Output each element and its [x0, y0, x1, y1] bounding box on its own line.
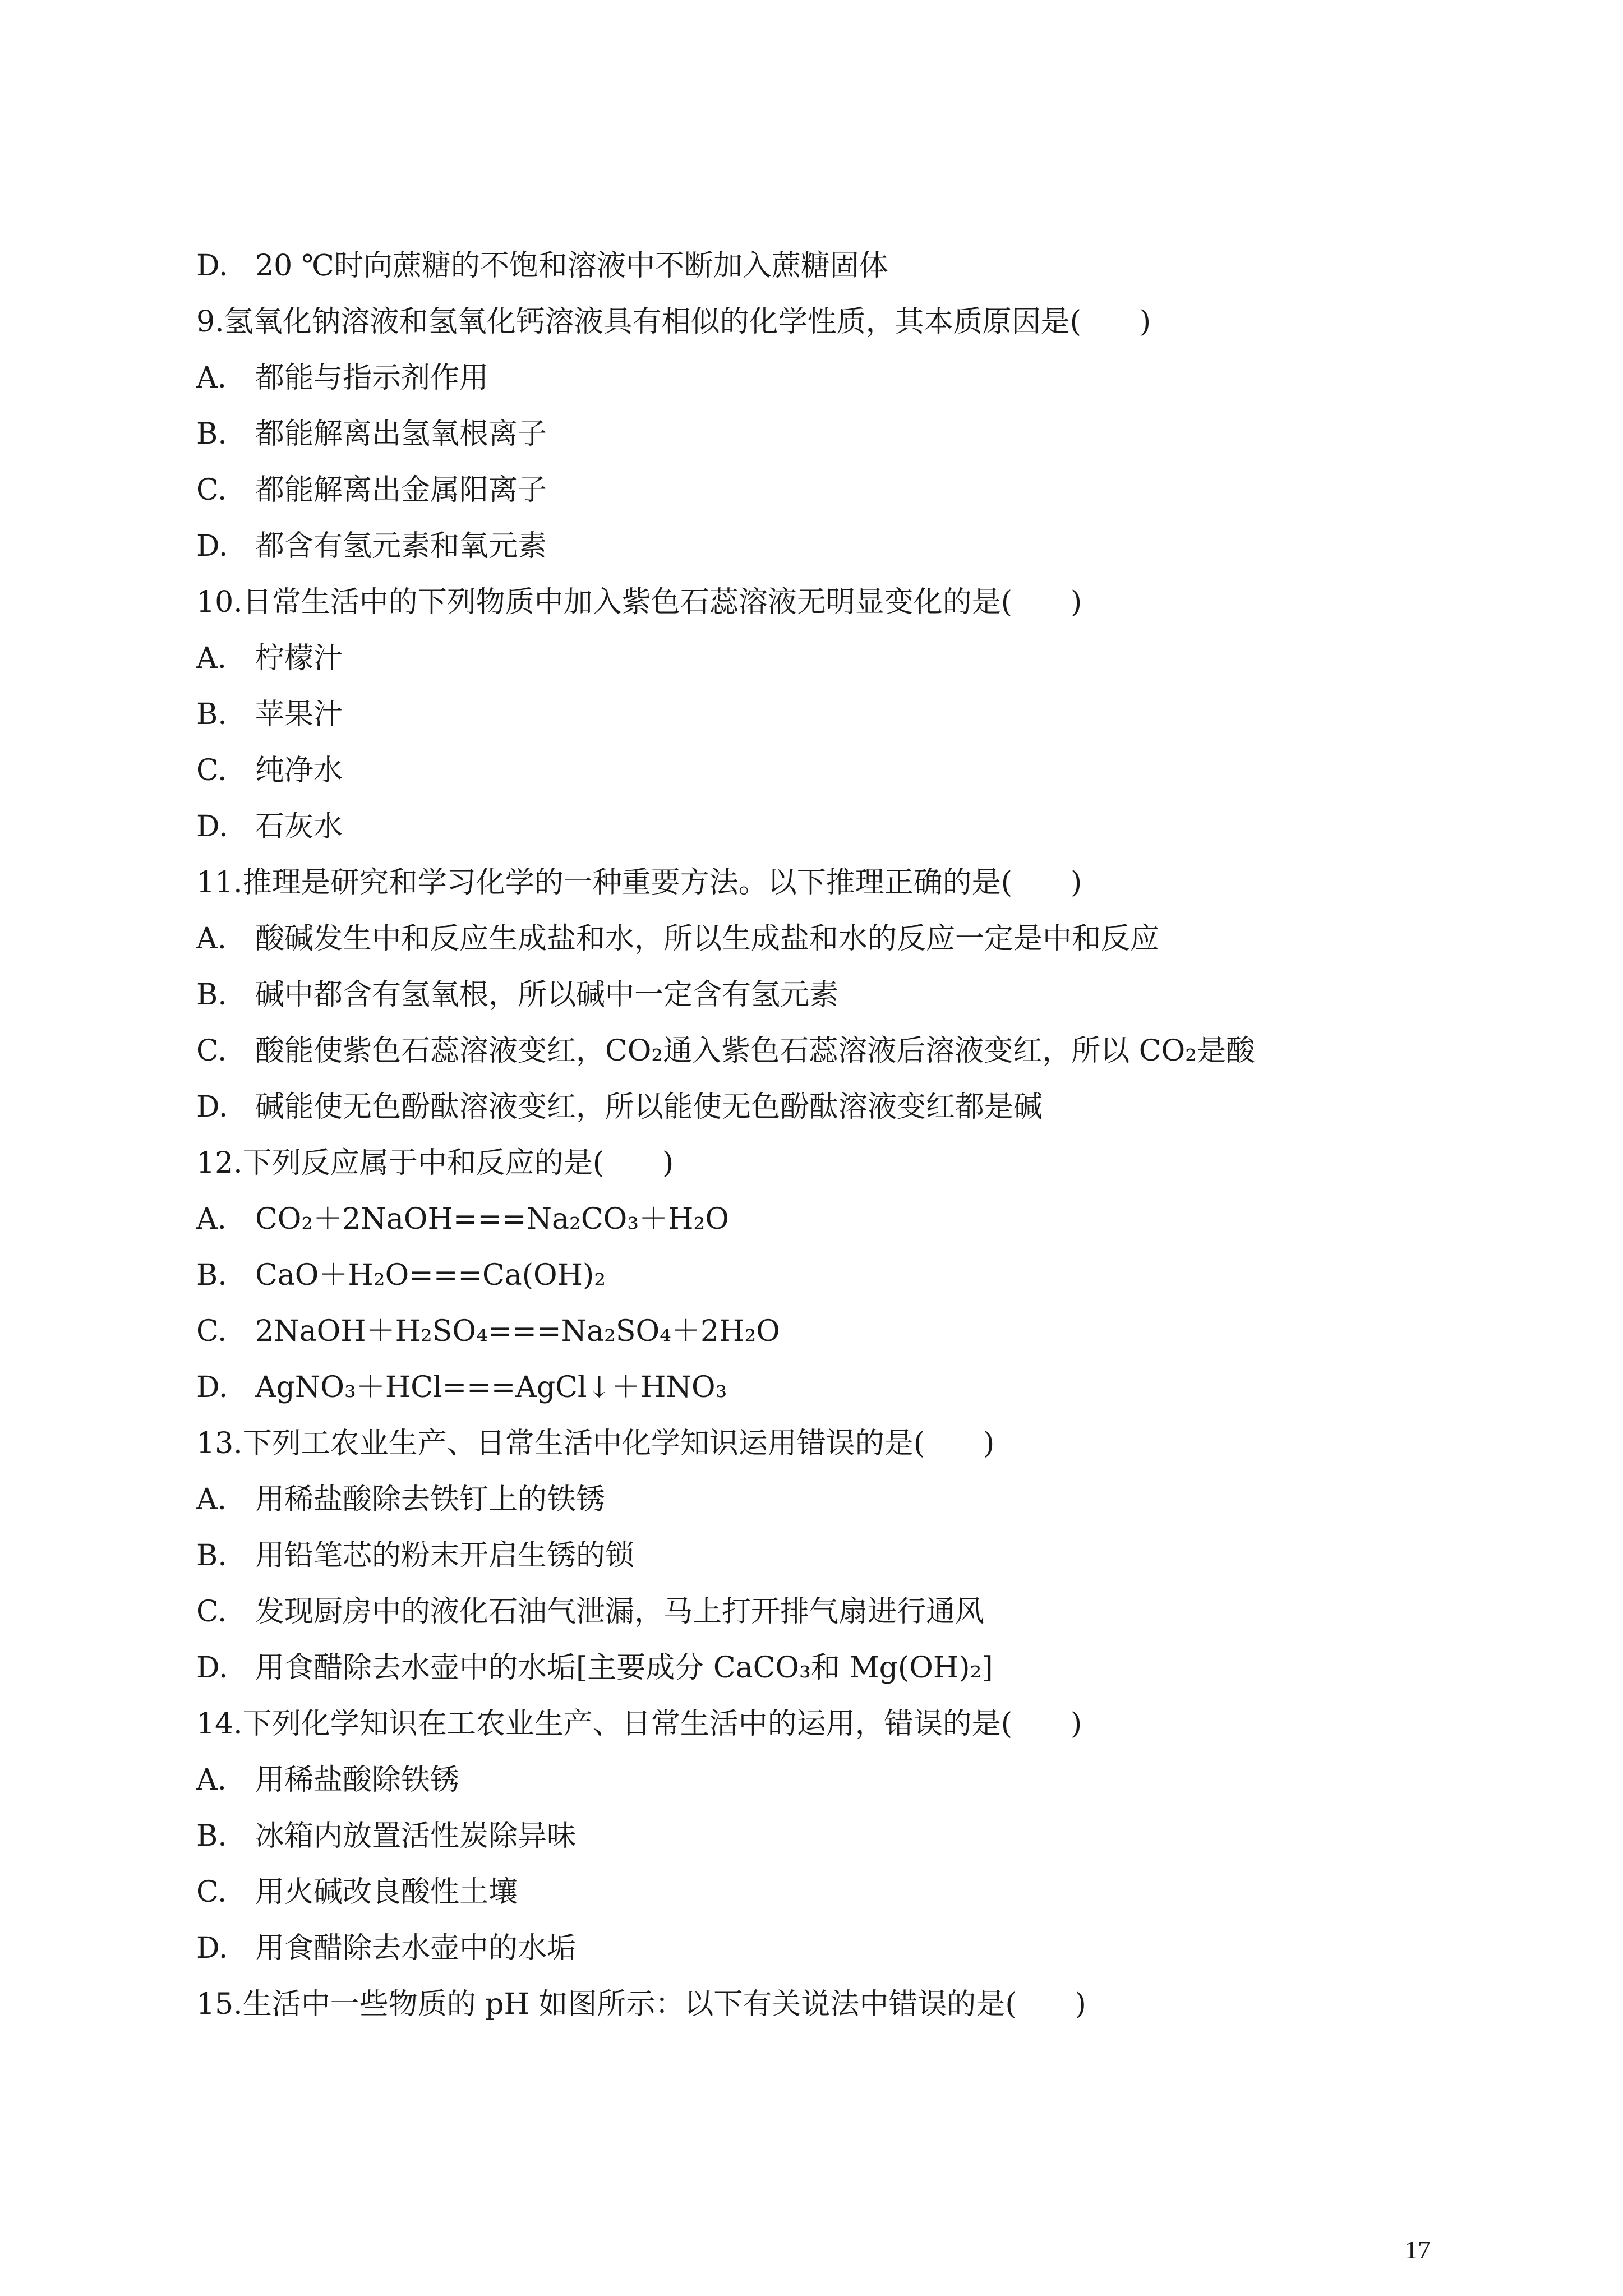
- option-row: [196, 1247, 1486, 1303]
- option-label: B.: [196, 1258, 227, 1292]
- option-text: 用稀盐酸除铁锈: [255, 1763, 460, 1797]
- option-row: [196, 1584, 1486, 1640]
- option-row: [196, 1808, 1486, 1864]
- question-stem: 15.生活中一些物质的 pH 如图所示：以下有关说法中错误的是( ): [196, 1988, 1086, 2021]
- option-text: 用铅笔芯的粉末开启生锈的锁: [255, 1539, 635, 1573]
- option-text: 碱中都含有氢氧根，所以碱中一定含有氢元素: [255, 978, 839, 1012]
- question-stem: 12.下列反应属于中和反应的是( ): [196, 1146, 674, 1180]
- option-label: C.: [196, 1034, 227, 1068]
- option-label: D.: [196, 1090, 228, 1124]
- option-text: 都能解离出金属阳离子: [255, 473, 547, 507]
- option-row: [196, 1528, 1486, 1584]
- option-label: B.: [196, 1539, 227, 1573]
- option-label: D.: [196, 1931, 228, 1965]
- option-label: C.: [196, 754, 227, 787]
- option-text: 2NaOH＋H₂SO₄===Na₂SO₄＋2H₂O: [255, 1315, 780, 1348]
- option-text: 发现厨房中的液化石油气泄漏，马上打开排气扇进行通风: [255, 1595, 985, 1629]
- option-row: [196, 406, 1486, 462]
- option-text: 石灰水: [255, 810, 343, 843]
- option-text: 用火碱改良酸性土壤: [255, 1875, 518, 1909]
- option-text: 都能与指示剂作用: [255, 361, 489, 395]
- option-row: [196, 1359, 1486, 1416]
- option-row: [196, 1191, 1486, 1247]
- option-row: [196, 1472, 1486, 1528]
- question-stem: 11.推理是研究和学习化学的一种重要方法。以下推理正确的是( ): [196, 866, 1082, 900]
- option-label: D.: [196, 1371, 228, 1404]
- option-label: D.: [196, 529, 228, 563]
- question-stem: 10.日常生活中的下列物质中加入紫色石蕊溶液无明显变化的是( ): [196, 585, 1082, 619]
- option-text: CaO＋H₂O===Ca(OH)₂: [255, 1258, 606, 1292]
- option-label: B.: [196, 978, 227, 1012]
- option-row: [196, 350, 1486, 406]
- option-row: [196, 967, 1486, 1023]
- option-text: 酸能使紫色石蕊溶液变红，CO₂通入紫色石蕊溶液后溶液变红，所以 CO₂是酸: [255, 1034, 1256, 1068]
- option-label: C.: [196, 1595, 227, 1629]
- option-row: [196, 1920, 1486, 1976]
- option-row: [196, 1864, 1486, 1920]
- question-stem: 13.下列工农业生产、日常生活中化学知识运用错误的是( ): [196, 1427, 995, 1460]
- option-text: 20 ℃时向蔗糖的不饱和溶液中不断加入蔗糖固体: [255, 249, 888, 283]
- option-label: A.: [196, 1202, 227, 1236]
- option-text: 酸碱发生中和反应生成盐和水，所以生成盐和水的反应一定是中和反应: [255, 922, 1160, 956]
- option-text: 苹果汁: [255, 698, 343, 731]
- option-row: [196, 1752, 1486, 1808]
- option-label: B.: [196, 1819, 227, 1853]
- option-row: [196, 1079, 1486, 1135]
- option-text: 碱能使无色酚酞溶液变红，所以能使无色酚酞溶液变红都是碱: [255, 1090, 1043, 1124]
- option-label: A.: [196, 361, 227, 395]
- option-label: C.: [196, 1875, 227, 1909]
- option-text: AgNO₃＋HCl===AgCl↓＋HNO₃: [255, 1371, 727, 1404]
- option-row: [196, 518, 1486, 574]
- option-row: [196, 1640, 1486, 1696]
- option-label: D.: [196, 249, 228, 283]
- question-stem: 9.氢氧化钠溶液和氢氧化钙溶液具有相似的化学性质，其本质原因是( ): [196, 305, 1151, 339]
- option-label: D.: [196, 810, 228, 843]
- option-row: [196, 911, 1486, 967]
- option-label: A.: [196, 1763, 227, 1797]
- option-text: 冰箱内放置活性炭除异味: [255, 1819, 577, 1853]
- option-label: A.: [196, 1483, 227, 1516]
- option-row: [196, 799, 1486, 855]
- page-number: 17: [1405, 2235, 1431, 2264]
- option-label: A.: [196, 642, 227, 675]
- exam-page-content: [196, 238, 1486, 2032]
- option-row: [196, 238, 1486, 294]
- option-label: A.: [196, 922, 227, 956]
- option-label: B.: [196, 698, 227, 731]
- option-row: [196, 630, 1486, 686]
- option-text: 都含有氢元素和氧元素: [255, 529, 547, 563]
- option-row: [196, 462, 1486, 518]
- option-label: C.: [196, 473, 227, 507]
- option-label: D.: [196, 1651, 228, 1685]
- question-stem: 14.下列化学知识在工农业生产、日常生活中的运用，错误的是( ): [196, 1707, 1082, 1741]
- option-text: 用食醋除去水壶中的水垢: [255, 1931, 577, 1965]
- option-text: 用食醋除去水壶中的水垢[主要成分 CaCO₃和 Mg(OH)₂]: [255, 1651, 993, 1685]
- option-text: 用稀盐酸除去铁钉上的铁锈: [255, 1483, 606, 1516]
- option-row: [196, 1303, 1486, 1359]
- option-text: CO₂＋2NaOH===Na₂CO₃＋H₂O: [255, 1202, 729, 1236]
- option-text: 柠檬汁: [255, 642, 343, 675]
- option-row: [196, 686, 1486, 743]
- option-text: 都能解离出氢氧根离子: [255, 417, 547, 451]
- option-label: C.: [196, 1315, 227, 1348]
- option-row: [196, 1023, 1486, 1079]
- option-text: 纯净水: [255, 754, 343, 787]
- option-row: [196, 743, 1486, 799]
- option-label: B.: [196, 417, 227, 451]
